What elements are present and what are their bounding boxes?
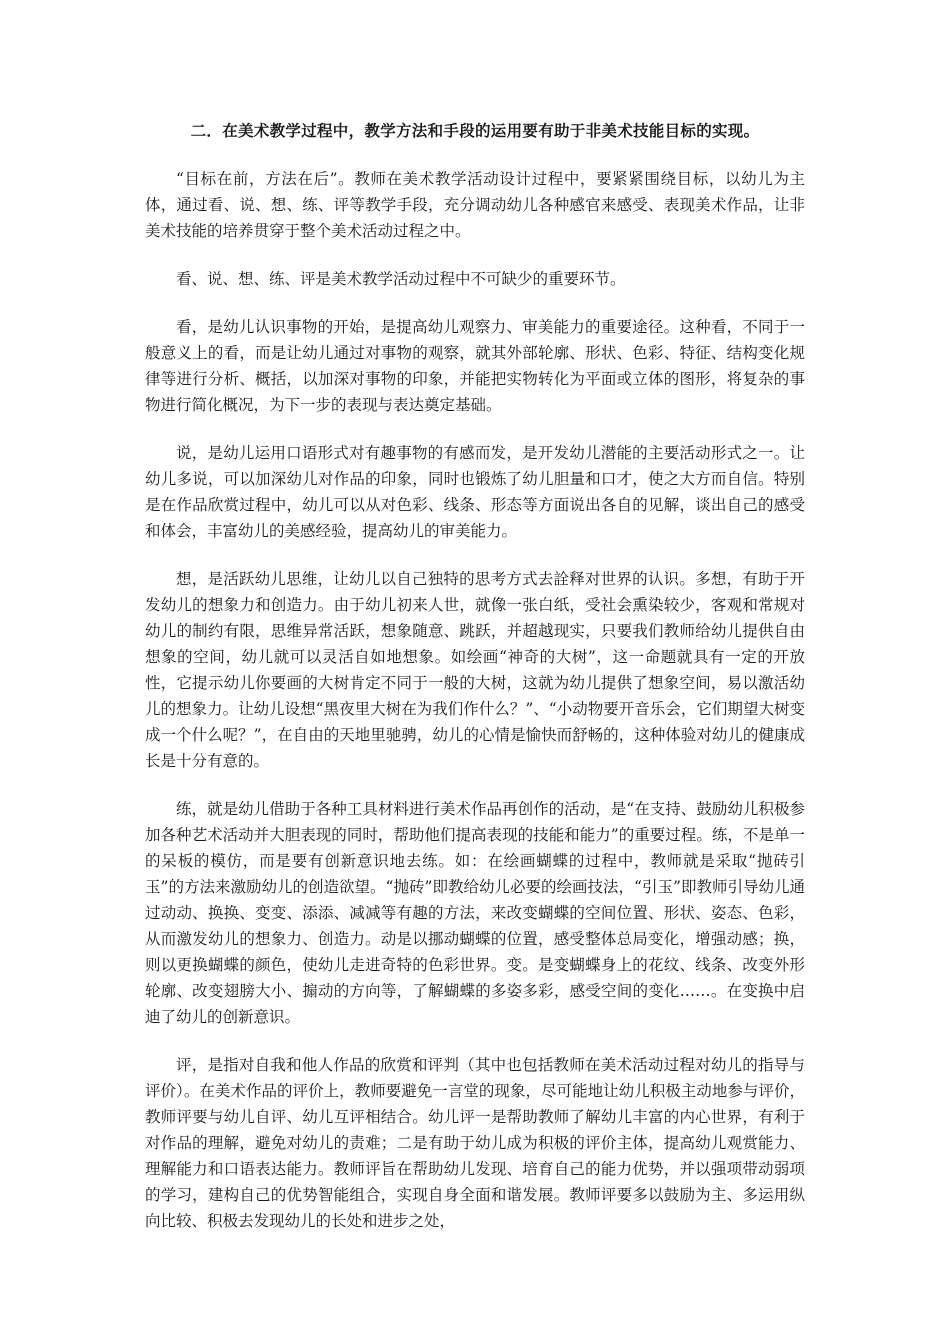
paragraph-speak: 说，是幼儿运用口语形式对有趣事物的有感而发，是开发幼儿潜能的主要活动形式之一。让幼儿多说，可以加深幼儿对作品的印象，同时也锻炼了幼儿胆量和口才，使之大方而自信。特别是在作品欣赏过程中，幼儿可以从对色彩、线条、形态等方面说出各自的见解，谈出自己的感受和体会，丰富幼儿的美感经验，提高幼儿的审美能力。 [145,444,805,540]
paragraph-practice: 练，就是幼儿借助于各种工具材料进行美术作品再创作的活动，是“在支持、鼓励幼儿积极参加各种艺术活动并大胆表现的同时，帮助他们提高表现的技能和能力”的重要过程。练，不是单一的呆板的模仿，而是要有创新意识地去练。如：在绘画蝴蝶的过程中，教师就是采取“抛砖引玉”的方法来激励幼儿的创造欲望。“抛砖”即教给幼儿必要的绘画技法，“引玉”即教师引导幼儿通过动动、换换、变变、添添、减减等有趣的方法，来改变蝴蝶的空间位置、形状、姿态、色彩，从而激发幼儿的想象力、创造力。动是以挪动蝴蝶的位置，感受整体总局变化，增强动感；换，则以更换蝴蝶的颜色，使幼儿走进奇特的色彩世界。变。是变蝴蝶身上的花纹、线条、改变外形轮廓、改变翅膀大小、搧动的方向等，了解蝴蝶的多姿多彩，感受空间的变化……。在变换中启迪了幼儿的创新意识。 [145,800,805,1026]
paragraph-evaluate: 评，是指对自我和他人作品的欣赏和评判（其中也包括教师在美术活动过程对幼儿的指导与评价）。在美术作品的评价上，教师要避免一言堂的现象，尽可能地让幼儿积极主动地参与评价，教师评要与幼儿自评、幼儿互评相结合。幼儿评一是帮助教师了解幼儿丰富的内心世界，有利于对作品的理解，避免对幼儿的责难；二是有助于幼儿成为积极的评价主体，提高幼儿观赏能力、理解能力和口语表达能力。教师评旨在帮助幼儿发现、培育自己的能力优势，并以强项带动弱项的学习，建构自己的优势智能组合，实现自身全面和谐发展。教师评要多以鼓励为主、多运用纵向比较、积极去发现幼儿的长处和进步之处， [145,1056,805,1230]
document-body [145,118,805,1234]
paragraph-think: 想，是活跃幼儿思维，让幼儿以自己独特的思考方式去詮释对世界的认识。多想，有助于开发幼儿的想象力和创造力。由于幼儿初来人世，就像一张白纸，受社会熏染较少，客观和常规对幼儿的制约有限，思维异常活跃，想象随意、跳跃，并超越现实，只要我们教师给幼儿提供自由想象的空间，幼儿就可以灵活自如地想象。如绘画“神奇的大树”，这一命题就具有一定的开放性，它提示幼儿你要画的大树肯定不同于一般的大树，这就为幼儿提供了想象空间，易以激活幼儿的想象力。让幼儿设想“黑夜里大树在为我们作什么？”、“小动物要开音乐会，它们期望大树变成一个什么呢？”，在自由的天地里驰骋，幼儿的心情是愉快而舒畅的，这种体验对幼儿的健康成长是十分有意的。 [145,570,805,770]
paragraph-look: 看，是幼儿认识事物的开始，是提高幼儿观察力、审美能力的重要途径。这种看，不同于一般意义上的看，而是让幼儿通过对事物的观察，就其外部轮廓、形状、色彩、特征、结构变化规律等进行分析、概括，以加深对事物的印象，并能把实物转化为平面或立体的图形，将复杂的事物进行简化概况，为下一步的表现与表达奠定基础。 [145,318,805,414]
paragraph-goal-method: “目标在前，方法在后”。教师在美术教学活动设计过程中，要紧紧围绕目标，以幼儿为主体，通过看、说、想、练、评等教学手段，充分调动幼儿各种感官来感受、表现美术作品，让非美术技能的培养贯穿于整个美术活动过程之中。 [145,170,805,240]
paragraph-key-steps: 看、说、想、练、评是美术教学活动过程中不可缺少的重要环节。 [176,270,626,288]
section-heading: 二．在美术教学过程中，教学方法和手段的运用要有助于非美术技能目标的实现。 [190,121,760,140]
